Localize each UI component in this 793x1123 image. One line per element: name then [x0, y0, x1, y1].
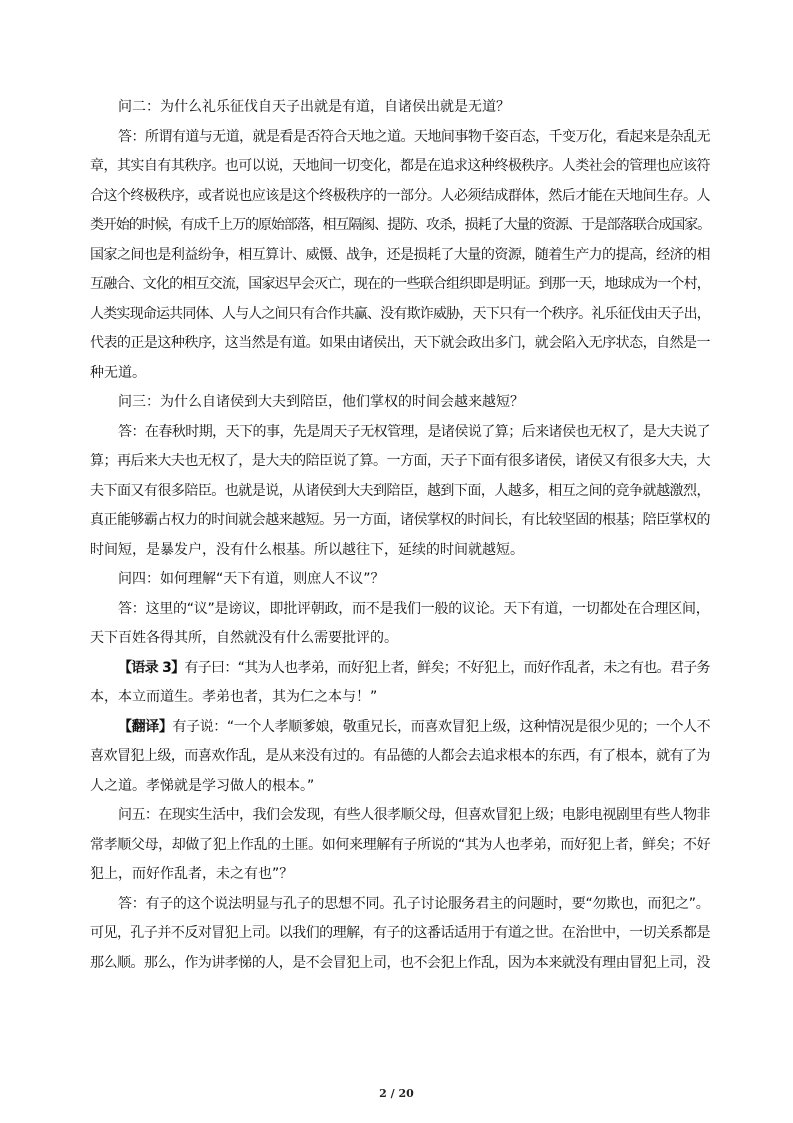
- line-text: 问四：如何理解“天下有道，则庶人不议”？: [118, 571, 385, 587]
- paragraph-line: [90, 418, 710, 448]
- line-text: 算；再后来大夫也无权了，是大夫的陪臣说了算。一方面，天子下面有很多诸侯，诸侯又有很多大夫，大: [90, 453, 710, 469]
- paragraph: [90, 388, 710, 418]
- paragraph-line: [90, 152, 710, 182]
- section-label: 【翻译】: [118, 718, 173, 735]
- paragraph-line: [90, 654, 710, 684]
- line-text: 问二：为什么礼乐征伐自天子出就是有道，自诸侯出就是无道？: [118, 99, 510, 115]
- line-text: 类开始的时候，有成千上万的原始部落，相互隔阂、提防、攻杀，损耗了大量的资源、于是部落联合成国家。: [90, 217, 711, 233]
- line-text: 答：所谓有道与无道，就是看是否符合天地之道。天地间事物千姿百态，千变万化，看起来是杂乱无: [118, 128, 711, 145]
- line-text: 代表的正是这种秩序，这当然是有道。如果由诸侯出，天下就会政出多门，就会陷入无序状态，自然是一: [90, 335, 710, 351]
- section-label: 【语录 3】: [118, 659, 185, 676]
- line-text: 天下百姓各得其所，自然就没有什么需要批评的。: [90, 630, 398, 646]
- line-text: 人类实现命运共同体、人与人之间只有合作共赢、没有欺诈威胁，天下只有一个秩序。礼乐征伐由天子出，: [90, 305, 710, 322]
- paragraph-line: [90, 772, 710, 802]
- paragraph-line: [90, 477, 710, 507]
- paragraph-line: [90, 683, 710, 713]
- line-text: 答：有子的这个说法明显与孔子的思想不同。孔子讨论服务君主的问题时，要“勿欺也，而犯之”。: [118, 895, 710, 912]
- paragraph-line: [90, 388, 710, 418]
- line-text: 常孝顺父母，却做了犯上作乱的土匪。如何来理解有子所说的“其为人也孝弟，而好犯上者，鲜矣；不好: [90, 836, 711, 853]
- document-body: [90, 93, 710, 978]
- line-text: 真正能够霸占权力的时间就会越来越短。另一方面，诸侯掌权的时间长，有比较坚固的根基；陪臣掌权的: [90, 512, 710, 528]
- line-text: 章，其实自有其秩序。也可以说，天地间一切变化，都是在追求这种终极秩序。人类社会的管理也应该符: [90, 158, 710, 174]
- paragraph-line: [90, 359, 710, 389]
- line-text: 犯上，而好作乱者，未之有也”？: [90, 866, 294, 882]
- line-text: 本，本立而道生。孝弟也者，其为仁之本与！”: [90, 689, 378, 705]
- line-text: 有子曰：“其为人也孝弟，而好犯上者，鲜矣；不好犯上，而好作乱者，未之有也。君子务: [184, 659, 710, 676]
- paragraph-line: [90, 801, 710, 831]
- paragraph-line: [90, 329, 710, 359]
- line-text: 有子说：“一个人孝顺爹娘，敬重兄长，而喜欢冒犯上级，这种情况是很少见的；一个人不: [172, 718, 711, 735]
- paragraph-line: [90, 182, 710, 212]
- paragraph-line: [90, 949, 710, 979]
- line-text: 问五：在现实生活中，我们会发现，有些人很孝顺父母，但喜欢冒犯上级；电影电视剧里有些人物非: [118, 807, 711, 823]
- paragraph-line: [90, 506, 710, 536]
- line-text: 问三：为什么自诸侯到大夫到陪臣，他们掌权的时间会越来越短？: [118, 394, 524, 410]
- line-text: 答：在春秋时期，天下的事，先是周天子无权管理，是诸侯说了算；后来诸侯也无权了，是大夫说了: [118, 423, 711, 440]
- line-text: 答：这里的“议”是谤议，即批评朝政，而不是我们一般的议论。天下有道，一切都处在合理区间，: [118, 600, 710, 617]
- paragraph-line: [90, 447, 710, 477]
- paragraph-line: [90, 919, 710, 949]
- line-text: 种无道。: [90, 364, 146, 381]
- paragraph-line: [90, 270, 710, 300]
- line-text: 喜欢冒犯上级，而喜欢作乱，是从来没有过的。有品德的人都会去追求根本的东西，有了根本，就有了为: [90, 748, 710, 764]
- paragraph-line: [90, 565, 710, 595]
- line-text: 国家之间也是利益纷争，相互算计、威慑、战争，还是损耗了大量的资源，随着生产力的提高，经济的相: [90, 246, 710, 263]
- line-text: 时间短，是暴发户，没有什么根基。所以越往下，延续的时间就越短。: [90, 541, 524, 558]
- paragraph-line: [90, 93, 710, 123]
- paragraph-line: [90, 211, 710, 241]
- paragraph-line: [90, 595, 710, 625]
- paragraph-line: [90, 742, 710, 772]
- line-text: 那么顺。那么，作为讲孝悌的人，是不会冒犯上司，也不会犯上作乱，因为本来就没有理由冒犯上司，没: [90, 954, 710, 971]
- paragraph: [90, 890, 710, 979]
- paragraph-line: [90, 713, 710, 743]
- line-text: 可见，孔子并不反对冒犯上司。以我们的理解，有子的这番话适用于有道之世。在治世中，一切关系都是: [90, 925, 710, 941]
- paragraph: [90, 93, 710, 123]
- paragraph: [90, 595, 710, 654]
- paragraph-line: [90, 890, 710, 920]
- paragraph: [90, 565, 710, 595]
- paragraph: [90, 123, 710, 389]
- paragraph-line: [90, 624, 710, 654]
- paragraph-line: [90, 123, 710, 153]
- line-text: 人之道。孝悌就是学习做人的根本。”: [90, 777, 315, 794]
- line-text: 夫下面又有很多陪臣。也就是说，从诸侯到大夫到陪臣，越到下面，人越多，相互之间的竞争就越激烈，: [90, 482, 710, 499]
- paragraph: [90, 713, 710, 802]
- page-number: 2 / 20: [379, 1087, 414, 1100]
- paragraph-line: [90, 536, 710, 566]
- paragraph-line: [90, 831, 710, 861]
- paragraph: [90, 654, 710, 713]
- paragraph-line: [90, 860, 710, 890]
- line-text: 互融合、文化的相互交流，国家迟早会灭亡，现在的一些联合组织即是明证。到那一天，地球成为一个村，: [90, 276, 710, 292]
- paragraph: [90, 801, 710, 890]
- paragraph: [90, 418, 710, 566]
- paragraph-line: [90, 241, 710, 271]
- line-text: 合这个终极秩序，或者说也应该是这个终极秩序的一部分。人必须结成群体，然后才能在天地间生存。人: [90, 187, 710, 204]
- paragraph-line: [90, 300, 710, 330]
